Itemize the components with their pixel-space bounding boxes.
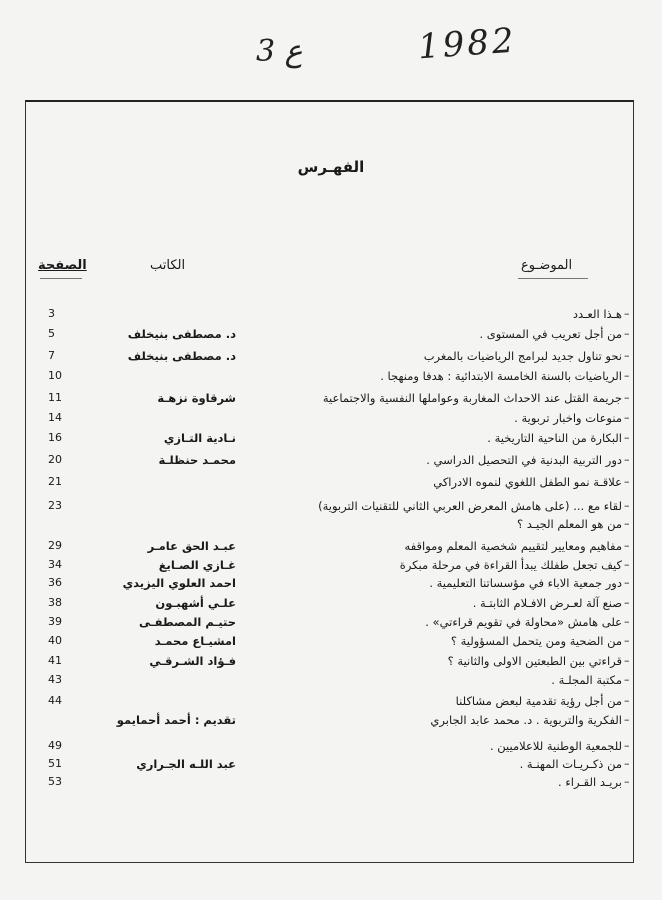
toc-page-number: 49 [48,739,62,752]
toc-topic: من الضحية ومن يتحمل المسؤولية ؟ [450,634,622,648]
column-header-author: الكاتب [150,258,186,273]
toc-topic: على هامش «محاولة في تقويم قراءتي» . [425,615,622,629]
toc-topic: دور جمعية الاباء في مؤسساتنا التعليمية . [429,576,622,590]
column-header-page: الصفحة [38,258,87,273]
toc-row [0,558,662,576]
toc-topic: مفاهيم ومعايير لتقييم شخصية المعلم ومواقفه [404,539,622,553]
toc-row [0,369,662,387]
toc-bullet-dash: – [624,539,630,552]
toc-row [0,634,662,652]
toc-topic: لقاء مع ... (على هامش المعرض العربي الثاني للتقنيات التربوية) [318,499,622,513]
toc-bullet-dash: – [624,694,630,707]
toc-row [0,673,662,691]
toc-bullet-dash: – [624,713,630,726]
toc-bullet-dash: – [624,517,630,530]
toc-page-number: 41 [48,654,62,667]
toc-author: عبـد الحق عامـر [147,539,236,553]
toc-topic: دور التربية البدنية في التحصيل الدراسي . [426,453,622,467]
toc-author: تقديم : أحمد أحمايمو [116,713,236,727]
toc-author: فـؤاد الشـرقـي [149,654,236,668]
toc-page-number: 20 [48,453,62,466]
header-underline-page [40,278,82,279]
toc-topic: صنع آلة لعـرض الافـلام الثابتـة . [472,596,622,610]
toc-bullet-dash: – [624,391,630,404]
toc-bullet-dash: – [624,634,630,647]
toc-row [0,517,662,535]
toc-row [0,431,662,449]
column-header-topic: الموضـوع [521,258,573,273]
toc-topic: نحو تناول جديد لبرامج الرياضيات بالمغرب [423,349,622,363]
toc-page-number: 16 [48,431,62,444]
toc-page-number: 38 [48,596,62,609]
page-title: الفهـرس [297,158,365,176]
toc-page-number: 29 [48,539,62,552]
toc-topic: الفكرية والتربوية . د. محمد عابد الجابري [430,713,622,727]
toc-topic: جريمة القتل عند الاحداث المغاربة وعواملها النفسية والاجتماعية [322,391,622,405]
toc-topic: من أجل رؤية تقدمية لبعض مشاكلنا [455,694,622,708]
toc-page-number: 53 [48,775,62,788]
toc-page-number: 10 [48,369,62,382]
toc-bullet-dash: – [624,453,630,466]
toc-bullet-dash: – [624,558,630,571]
toc-page-number: 23 [48,499,62,512]
toc-author: علـي أشهبـون [155,596,236,610]
toc-topic: كيف تجعل طفلك يبدأ القراءة في مرحلة مبكرة [399,558,622,572]
toc-author: محمـد حنظلـة [158,453,236,467]
toc-topic: علاقـة نمو الطفل اللغوي لنموه الادراكي [433,475,622,489]
toc-bullet-dash: – [624,499,630,512]
toc-topic: قراءتي بين الطبعتين الاولى والثانية ؟ [447,654,622,668]
toc-page-number: 43 [48,673,62,686]
toc-row [0,307,662,325]
toc-row [0,539,662,557]
toc-page-number: 21 [48,475,62,488]
toc-bullet-dash: – [624,307,630,320]
toc-bullet-dash: – [624,411,630,424]
toc-author: د. مصطفى بنيخلف [127,349,236,363]
toc-row [0,739,662,757]
toc-row [0,475,662,493]
toc-page-number: 36 [48,576,62,589]
toc-bullet-dash: – [624,654,630,667]
toc-topic: من أجل تعريب في المستوى . [479,327,622,341]
toc-topic: منوعات واخبار تربوية . [514,411,622,425]
toc-page-number: 51 [48,757,62,770]
toc-author: عبد اللـه الجـراري [136,757,236,771]
toc-bullet-dash: – [624,596,630,609]
toc-row [0,775,662,793]
toc-bullet-dash: – [624,369,630,382]
toc-page-number: 5 [48,327,55,340]
handwritten-year: 1982 [416,20,518,68]
toc-topic: هـذا العـدد [572,307,622,321]
toc-page-number: 14 [48,411,62,424]
toc-bullet-dash: – [624,475,630,488]
toc-bullet-dash: – [624,673,630,686]
toc-page-number: 34 [48,558,62,571]
toc-row [0,349,662,367]
toc-bullet-dash: – [624,349,630,362]
toc-row [0,694,662,712]
toc-bullet-dash: – [624,576,630,589]
toc-row [0,391,662,409]
toc-page-number: 44 [48,694,62,707]
toc-author: احمد العلوي اليزيدي [122,576,236,590]
toc-row [0,713,662,731]
toc-row [0,654,662,672]
toc-bullet-dash: – [624,327,630,340]
toc-bullet-dash: – [624,739,630,752]
header-underline-topic [518,278,588,279]
toc-author: د. مصطفى بنيخلف [127,327,236,341]
toc-topic: من هو المعلم الجيـد ؟ [517,517,622,531]
toc-topic: الرياضيات بالسنة الخامسة الابتدائية : هدفا ومنهجا . [380,369,622,383]
toc-page-number: 7 [48,349,55,362]
toc-bullet-dash: – [624,615,630,628]
toc-row [0,411,662,429]
toc-topic: مكتبة المجلـة . [551,673,622,687]
toc-row [0,499,662,517]
toc-row [0,453,662,471]
handwritten-issue-number: 3 ع [256,34,303,69]
toc-page-number: 3 [48,307,55,320]
toc-page-number: 39 [48,615,62,628]
toc-author: شرقاوة نزهـة [157,391,236,405]
toc-page-number: 11 [48,391,62,404]
toc-author: نـادية التـازي [163,431,236,445]
toc-row [0,615,662,633]
toc-bullet-dash: – [624,775,630,788]
toc-topic: للجمعية الوطنية للاعلاميين . [489,739,622,753]
toc-topic: بريـد القـراء . [558,775,622,789]
toc-row [0,596,662,614]
toc-page-number: 40 [48,634,62,647]
toc-author: امشيـاع محمـد [154,634,236,648]
toc-row [0,576,662,594]
toc-row [0,757,662,775]
toc-row [0,327,662,345]
toc-topic: من ذكـريـات المهنـة . [519,757,622,771]
toc-bullet-dash: – [624,757,630,770]
toc-topic: البكارة من الناحية التاريخية . [487,431,622,445]
toc-author: غـازي الصـايغ [158,558,236,572]
toc-bullet-dash: – [624,431,630,444]
toc-author: حتيـم المصطفـى [139,615,236,629]
